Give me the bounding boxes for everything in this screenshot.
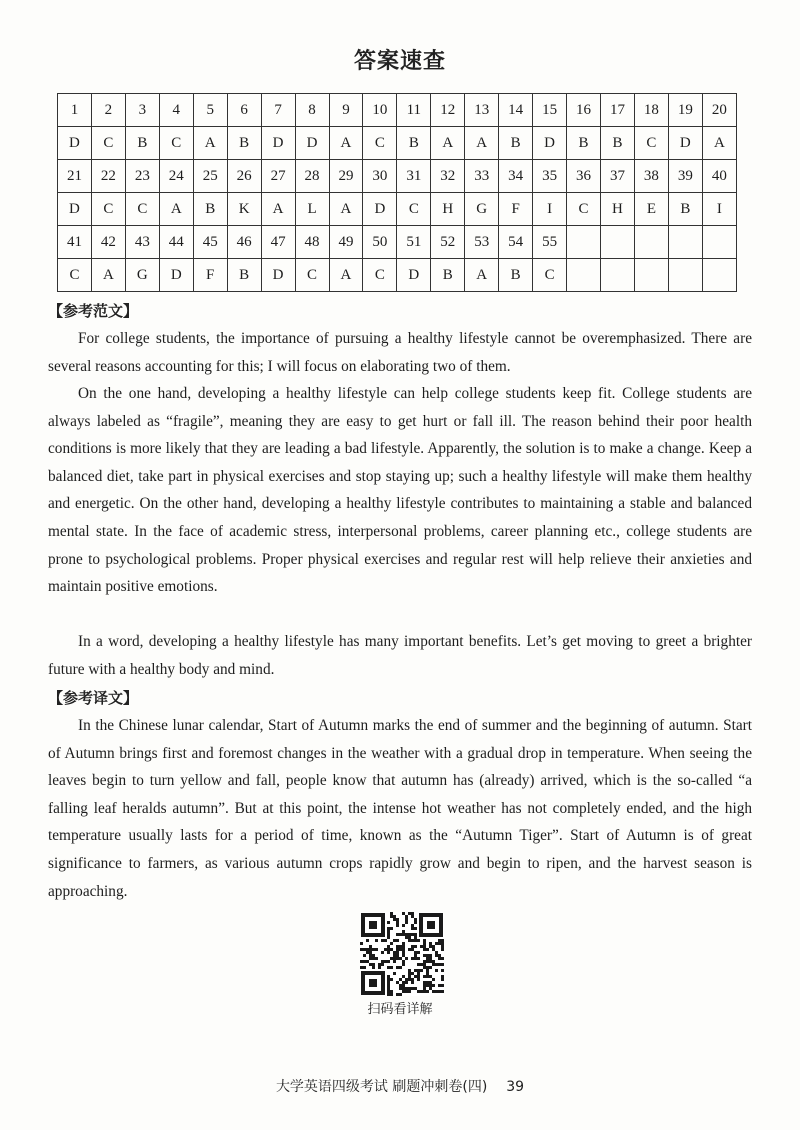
answer-cell: A bbox=[329, 259, 363, 292]
answer-cell: A bbox=[465, 127, 499, 160]
answer-cell bbox=[668, 259, 702, 292]
answer-cell: G bbox=[125, 259, 159, 292]
answer-cell: K bbox=[227, 193, 261, 226]
answer-cell: B bbox=[601, 127, 635, 160]
question-number-row bbox=[58, 160, 737, 193]
answer-cell: I bbox=[702, 193, 736, 226]
answer-cell: C bbox=[159, 127, 193, 160]
question-number-cell: 48 bbox=[295, 226, 329, 259]
answer-cell: F bbox=[499, 193, 533, 226]
answer-cell: D bbox=[58, 193, 92, 226]
qr-code-icon[interactable] bbox=[360, 912, 444, 996]
question-number-cell: 12 bbox=[431, 94, 465, 127]
question-number-cell: 49 bbox=[329, 226, 363, 259]
question-number-cell: 15 bbox=[533, 94, 567, 127]
question-number-cell: 39 bbox=[668, 160, 702, 193]
answer-row bbox=[58, 259, 737, 292]
question-number-cell: 47 bbox=[261, 226, 295, 259]
question-number-cell: 32 bbox=[431, 160, 465, 193]
question-number-cell: 6 bbox=[227, 94, 261, 127]
question-number-cell: 54 bbox=[499, 226, 533, 259]
essay-paragraph-1: For college students, the importance of pursuing a healthy lifestyle cannot be overemphasized. There are several reasons accounting for this; I will focus on elaborating two of them. bbox=[48, 330, 752, 375]
question-number-cell: 38 bbox=[634, 160, 668, 193]
answer-cell: C bbox=[363, 127, 397, 160]
answer-cell: D bbox=[261, 127, 295, 160]
question-number-cell bbox=[601, 226, 635, 259]
translation-heading: 【参考译文】 bbox=[48, 689, 139, 707]
question-number-cell: 43 bbox=[125, 226, 159, 259]
answer-row bbox=[58, 127, 737, 160]
answer-cell: A bbox=[431, 127, 465, 160]
question-number-cell: 55 bbox=[533, 226, 567, 259]
answer-cell: B bbox=[193, 193, 227, 226]
translation-paragraph: In the Chinese lunar calendar, Start of Autumn marks the end of summer and the beginning of autumn. Start of Autumn brings first and foremost changes in the weather with a gradual drop in temperature. When seeing the leaves begin to turn yellow and fall, people know that autumn has (already) arrived, which is the so-called “a falling leaf heralds autumn”. But at this point, the intense hot weather has not completely ended, and the high temperature usually lasts for a period of time, known as the “Autumn Tiger”. Start of Autumn is of great significance to farmers, as various autumn crops rapidly grow and begin to ripen, and the harvest season is approaching. bbox=[48, 717, 752, 900]
question-number-cell: 28 bbox=[295, 160, 329, 193]
essay-paragraph-2: On the one hand, developing a healthy lifestyle can help college students keep fit. College students are always labeled as “fragile”, meaning they are easy to get hurt or fall ill. The reason behind their poor health conditions is more likely that they are leading a bad lifestyle. Apparently, the solution is to make a change. Keep a balanced diet, take part in physical exercises and stop staying up; such a healthy lifestyle will make them healthy and energetic. On the other hand, developing a healthy lifestyle contributes to maintaining a stable and balanced mental state. In the face of academic stress, interpersonal problems, career planning etc., college students are prone to psychological problems. Proper physical exercises and regular rest will help relieve their anxieties and maintain positive emotions. bbox=[48, 385, 752, 596]
answer-cell: B bbox=[499, 127, 533, 160]
answer-cell: B bbox=[227, 259, 261, 292]
answer-cell: E bbox=[634, 193, 668, 226]
essay-heading: 【参考范文】 bbox=[48, 302, 139, 320]
question-number-cell: 40 bbox=[702, 160, 736, 193]
question-number-cell: 50 bbox=[363, 226, 397, 259]
question-number-cell: 18 bbox=[634, 94, 668, 127]
answer-cell: G bbox=[465, 193, 499, 226]
answer-cell: H bbox=[431, 193, 465, 226]
question-number-cell: 29 bbox=[329, 160, 363, 193]
question-number-cell: 31 bbox=[397, 160, 431, 193]
question-number-cell: 51 bbox=[397, 226, 431, 259]
question-number-cell: 1 bbox=[58, 94, 92, 127]
page-number: 39 bbox=[506, 1079, 525, 1095]
page-title: 答案速查 bbox=[353, 49, 446, 74]
question-number-cell: 11 bbox=[397, 94, 431, 127]
question-number-cell: 13 bbox=[465, 94, 499, 127]
question-number-cell: 36 bbox=[567, 160, 601, 193]
answer-cell: B bbox=[227, 127, 261, 160]
page-footer bbox=[0, 1076, 800, 1096]
answer-cell: B bbox=[397, 127, 431, 160]
footer-book-title: 大学英语四级考试 刷题冲刺卷(四) bbox=[275, 1079, 488, 1095]
question-number-row bbox=[58, 94, 737, 127]
answer-cell: C bbox=[533, 259, 567, 292]
answer-cell: H bbox=[601, 193, 635, 226]
question-number-cell: 22 bbox=[91, 160, 125, 193]
question-number-cell: 24 bbox=[159, 160, 193, 193]
answer-cell: I bbox=[533, 193, 567, 226]
answer-cell: D bbox=[668, 127, 702, 160]
question-number-cell: 7 bbox=[261, 94, 295, 127]
answer-cell: D bbox=[58, 127, 92, 160]
question-number-cell: 4 bbox=[159, 94, 193, 127]
answer-cell: C bbox=[91, 127, 125, 160]
answer-cell: B bbox=[125, 127, 159, 160]
question-number-cell: 37 bbox=[601, 160, 635, 193]
answer-cell: A bbox=[261, 193, 295, 226]
answer-cell bbox=[702, 259, 736, 292]
answer-cell: A bbox=[465, 259, 499, 292]
question-number-cell bbox=[567, 226, 601, 259]
question-number-row bbox=[58, 226, 737, 259]
answer-cell: A bbox=[91, 259, 125, 292]
answer-cell: C bbox=[397, 193, 431, 226]
question-number-cell: 21 bbox=[58, 160, 92, 193]
question-number-cell: 19 bbox=[668, 94, 702, 127]
question-number-cell: 23 bbox=[125, 160, 159, 193]
answer-cell: C bbox=[567, 193, 601, 226]
question-number-cell: 10 bbox=[363, 94, 397, 127]
question-number-cell: 20 bbox=[702, 94, 736, 127]
question-number-cell bbox=[702, 226, 736, 259]
answer-cell: A bbox=[159, 193, 193, 226]
answer-cell: D bbox=[363, 193, 397, 226]
question-number-cell: 35 bbox=[533, 160, 567, 193]
question-number-cell: 27 bbox=[261, 160, 295, 193]
question-number-cell: 33 bbox=[465, 160, 499, 193]
answer-cell: C bbox=[125, 193, 159, 226]
answer-cell: D bbox=[159, 259, 193, 292]
answer-cell: A bbox=[329, 193, 363, 226]
question-number-cell: 52 bbox=[431, 226, 465, 259]
answer-cell: A bbox=[702, 127, 736, 160]
question-number-cell: 25 bbox=[193, 160, 227, 193]
question-number-cell: 30 bbox=[363, 160, 397, 193]
answer-cell: C bbox=[58, 259, 92, 292]
question-number-cell: 26 bbox=[227, 160, 261, 193]
question-number-cell: 41 bbox=[58, 226, 92, 259]
answer-cell: B bbox=[668, 193, 702, 226]
answer-cell: F bbox=[193, 259, 227, 292]
question-number-cell bbox=[634, 226, 668, 259]
answer-cell: A bbox=[329, 127, 363, 160]
answer-cell bbox=[567, 259, 601, 292]
answer-cell: D bbox=[533, 127, 567, 160]
question-number-cell: 5 bbox=[193, 94, 227, 127]
answer-cell: B bbox=[567, 127, 601, 160]
question-number-cell: 17 bbox=[601, 94, 635, 127]
answer-cell: D bbox=[295, 127, 329, 160]
answer-cell bbox=[601, 259, 635, 292]
question-number-cell: 53 bbox=[465, 226, 499, 259]
answer-cell: B bbox=[431, 259, 465, 292]
qr-caption: 扫码看详解 bbox=[367, 1002, 433, 1017]
question-number-cell: 46 bbox=[227, 226, 261, 259]
question-number-cell: 9 bbox=[329, 94, 363, 127]
answer-cell: B bbox=[499, 259, 533, 292]
answer-cell: D bbox=[261, 259, 295, 292]
answer-cell: C bbox=[295, 259, 329, 292]
question-number-cell bbox=[668, 226, 702, 259]
answer-cell: C bbox=[634, 127, 668, 160]
question-number-cell: 42 bbox=[91, 226, 125, 259]
question-number-cell: 16 bbox=[567, 94, 601, 127]
answer-cell: C bbox=[363, 259, 397, 292]
question-number-cell: 34 bbox=[499, 160, 533, 193]
question-number-cell: 2 bbox=[91, 94, 125, 127]
answer-cell: A bbox=[193, 127, 227, 160]
question-number-cell: 45 bbox=[193, 226, 227, 259]
answer-cell bbox=[634, 259, 668, 292]
question-number-cell: 14 bbox=[499, 94, 533, 127]
answer-cell: D bbox=[397, 259, 431, 292]
answer-cell: C bbox=[91, 193, 125, 226]
question-number-cell: 44 bbox=[159, 226, 193, 259]
essay-paragraph-3: In a word, developing a healthy lifestyle has many important benefits. Let’s get moving to greet a brighter future with a healthy body and mind. bbox=[48, 633, 752, 678]
question-number-cell: 8 bbox=[295, 94, 329, 127]
question-number-cell: 3 bbox=[125, 94, 159, 127]
answer-row bbox=[58, 193, 737, 226]
answer-cell: L bbox=[295, 193, 329, 226]
answer-table bbox=[57, 93, 737, 292]
